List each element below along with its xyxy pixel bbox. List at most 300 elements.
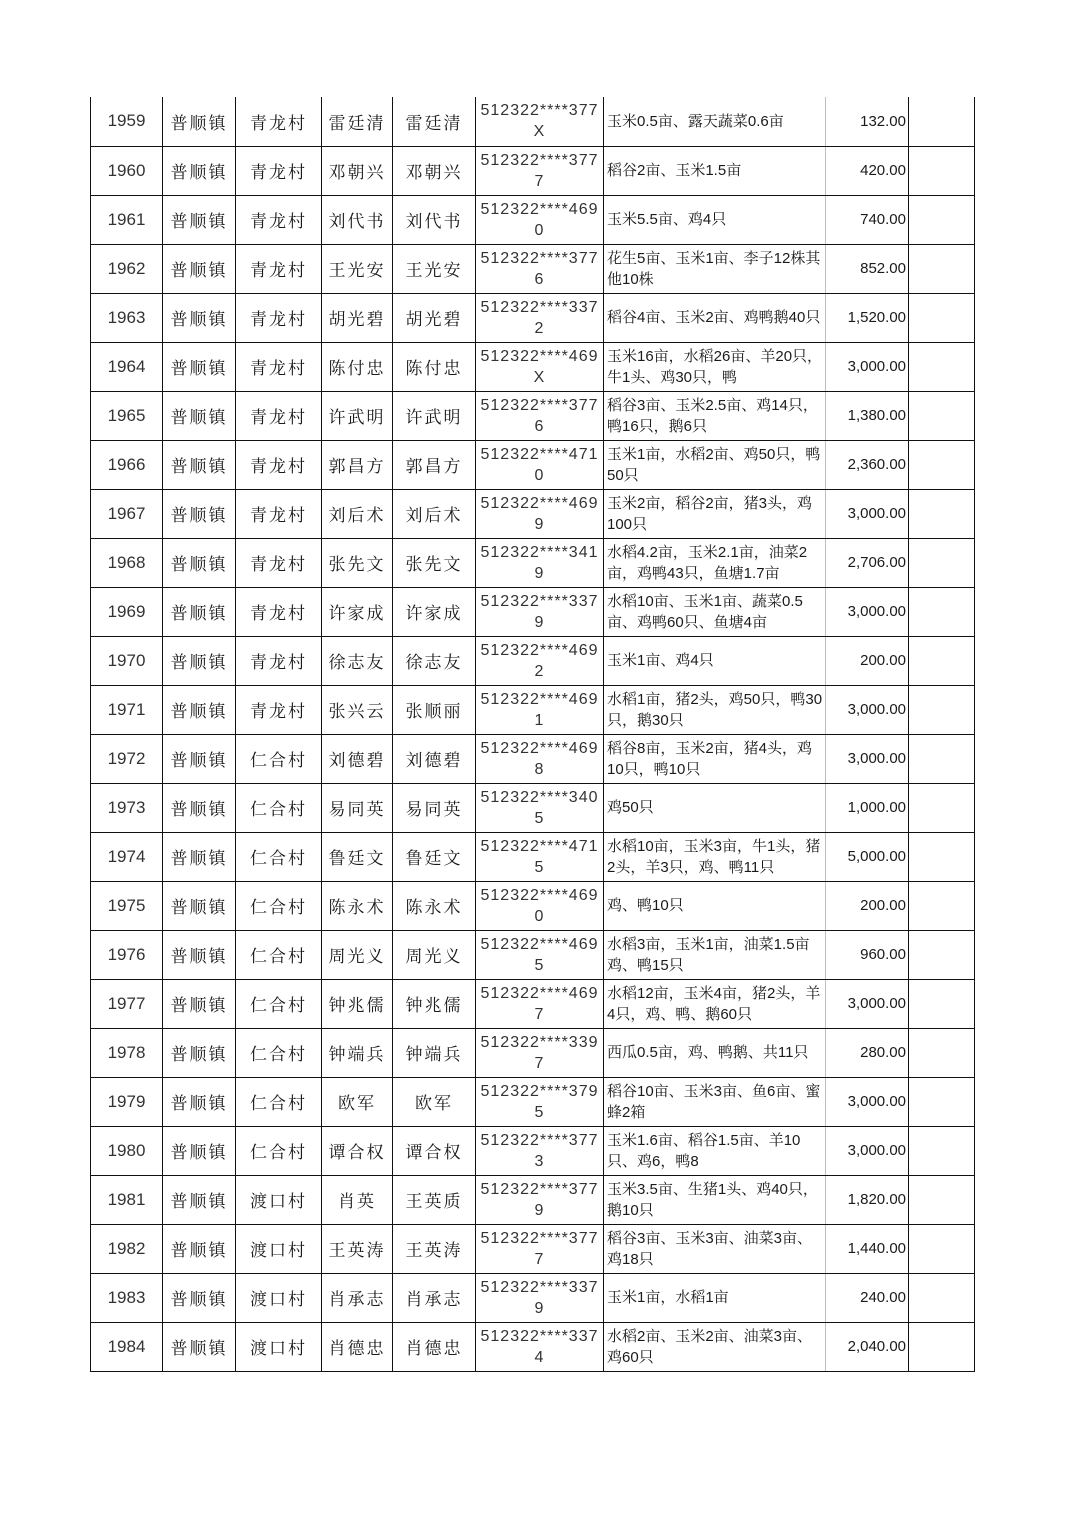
table-row [91, 244, 975, 293]
village-cell [236, 930, 322, 979]
id-number-cell-text: 512322****3773 [480, 1131, 599, 1170]
name-cell-text: 周光义 [328, 947, 386, 967]
name-cell [322, 293, 393, 342]
village-cell-text: 青龙村 [250, 506, 307, 526]
name-cell [322, 146, 393, 195]
row-number-cell-text: 1968 [107, 552, 146, 572]
payee-cell [393, 1224, 476, 1273]
village-cell [236, 783, 322, 832]
blank-cell [909, 783, 975, 832]
amount-cell [826, 244, 909, 293]
items-cell-text: 玉米2亩，稻谷2亩，猪3头，鸡100只 [607, 494, 813, 533]
row-number-cell-text: 1961 [107, 209, 146, 229]
name-cell [322, 881, 393, 930]
row-number-cell-text: 1982 [107, 1238, 146, 1258]
payee-cell-text: 郭昌方 [405, 457, 463, 477]
table-row [91, 342, 975, 391]
id-number-cell [476, 930, 604, 979]
village-cell-text: 仁合村 [250, 1094, 307, 1114]
town-cell [163, 97, 236, 146]
payee-cell-text: 陈永术 [405, 898, 463, 918]
name-cell [322, 538, 393, 587]
name-cell-text: 欧军 [338, 1094, 376, 1114]
town-cell-text: 普顺镇 [170, 113, 228, 134]
items-cell-text: 花生5亩、玉米1亩、李子12株其他10株 [607, 249, 821, 288]
town-cell [163, 342, 236, 391]
payee-cell-text: 周光义 [405, 947, 463, 967]
row-number-cell [91, 489, 163, 538]
village-cell [236, 1224, 322, 1273]
village-cell-text: 青龙村 [250, 555, 307, 575]
row-number-cell-text: 1963 [107, 307, 146, 327]
row-number-cell [91, 636, 163, 685]
amount-cell-text: 740.00 [860, 211, 906, 228]
blank-cell [909, 342, 975, 391]
items-cell [604, 979, 826, 1028]
name-cell-text: 钟兆儒 [328, 996, 386, 1016]
village-cell-text: 渡口村 [250, 1290, 307, 1310]
items-cell-text: 水稻4.2亩，玉米2.1亩，油菜2亩，鸡鸭43只，鱼塘1.7亩 [607, 543, 808, 582]
table-row [91, 1175, 975, 1224]
items-cell [604, 391, 826, 440]
payee-cell [393, 1077, 476, 1126]
payee-cell-text: 胡光碧 [405, 310, 463, 330]
payee-cell-text: 欧军 [415, 1094, 453, 1114]
town-cell-text: 普顺镇 [170, 898, 228, 918]
payee-cell-text: 刘后术 [405, 506, 463, 526]
payee-cell [393, 881, 476, 930]
payee-cell-text: 钟兆儒 [405, 996, 463, 1016]
payee-cell [393, 1322, 476, 1371]
id-number-cell [476, 636, 604, 685]
items-cell [604, 1322, 826, 1371]
id-number-cell [476, 146, 604, 195]
items-cell-text: 稻谷8亩，玉米2亩，猪4头，鸡10只，鸭10只 [607, 739, 813, 778]
payee-cell [393, 1028, 476, 1077]
name-cell [322, 489, 393, 538]
town-cell [163, 881, 236, 930]
row-number-cell-text: 1974 [107, 846, 146, 866]
blank-cell [909, 538, 975, 587]
amount-cell-text: 1,380.00 [847, 407, 906, 424]
amount-cell [826, 342, 909, 391]
amount-cell-text: 240.00 [860, 1289, 906, 1306]
row-number-cell-text: 1965 [107, 405, 146, 425]
village-cell [236, 734, 322, 783]
items-cell-text: 稻谷3亩、玉米3亩、油菜3亩、鸡18只 [607, 1229, 813, 1268]
amount-cell-text: 852.00 [860, 260, 906, 277]
row-number-cell [91, 1126, 163, 1175]
amount-cell-text: 3,000.00 [847, 1142, 906, 1159]
payee-cell [393, 979, 476, 1028]
amount-cell-text: 280.00 [860, 1044, 906, 1061]
town-cell-text: 普顺镇 [170, 702, 228, 722]
items-cell-text: 稻谷10亩、玉米3亩、鱼6亩、蜜蜂2箱 [607, 1082, 821, 1121]
table-row [91, 587, 975, 636]
items-cell-text: 玉米5.5亩、鸡4只 [607, 211, 727, 228]
blank-cell [909, 881, 975, 930]
items-cell-text: 玉米3.5亩、生猪1头、鸡40只，鹅10只 [607, 1180, 818, 1219]
table-row [91, 1322, 975, 1371]
items-cell-text: 鸡50只 [607, 799, 654, 816]
name-cell [322, 195, 393, 244]
name-cell-text: 王光安 [328, 261, 386, 281]
village-cell-text: 青龙村 [250, 163, 307, 183]
id-number-cell [476, 1322, 604, 1371]
blank-cell [909, 391, 975, 440]
amount-cell-text: 1,520.00 [847, 309, 906, 326]
row-number-cell [91, 979, 163, 1028]
town-cell-text: 普顺镇 [170, 1143, 228, 1163]
blank-cell [909, 293, 975, 342]
name-cell-text: 肖承志 [328, 1290, 386, 1310]
amount-cell [826, 1077, 909, 1126]
row-number-cell-text: 1984 [107, 1336, 146, 1356]
items-cell-text: 水稻10亩、玉米1亩、蔬菜0.5亩、鸡鸭60只、鱼塘4亩 [607, 592, 803, 631]
blank-cell [909, 440, 975, 489]
name-cell-text: 肖德忠 [328, 1339, 386, 1359]
items-cell [604, 293, 826, 342]
village-cell [236, 1028, 322, 1077]
village-cell [236, 979, 322, 1028]
items-cell [604, 1175, 826, 1224]
items-cell [604, 587, 826, 636]
table-row [91, 391, 975, 440]
items-cell [604, 783, 826, 832]
row-number-cell [91, 930, 163, 979]
payee-cell [393, 685, 476, 734]
amount-cell-text: 2,040.00 [847, 1338, 906, 1355]
row-number-cell-text: 1959 [107, 111, 146, 131]
blank-cell [909, 1126, 975, 1175]
payee-cell-text: 许武明 [405, 408, 463, 428]
blank-cell [909, 930, 975, 979]
id-number-cell-text: 512322****3795 [480, 1082, 599, 1121]
name-cell [322, 1175, 393, 1224]
amount-cell-text: 1,440.00 [847, 1240, 906, 1257]
row-number-cell-text: 1980 [107, 1140, 146, 1160]
name-cell [322, 783, 393, 832]
village-cell-text: 渡口村 [250, 1339, 307, 1359]
amount-cell [826, 685, 909, 734]
id-number-cell-text: 512322****3372 [480, 298, 599, 337]
name-cell-text: 胡光碧 [328, 310, 386, 330]
items-cell-text: 玉米16亩，水稻26亩、羊20只，牛1头、鸡30只，鸭 [607, 347, 823, 386]
table-row [91, 832, 975, 881]
id-number-cell [476, 734, 604, 783]
id-number-cell [476, 342, 604, 391]
name-cell-text: 陈付忠 [328, 359, 386, 379]
town-cell [163, 979, 236, 1028]
name-cell [322, 734, 393, 783]
row-number-cell [91, 1224, 163, 1273]
village-cell [236, 832, 322, 881]
table-row [91, 97, 975, 146]
amount-cell [826, 440, 909, 489]
items-cell [604, 1077, 826, 1126]
payee-cell-text: 王英质 [405, 1192, 463, 1212]
id-number-cell [476, 1224, 604, 1273]
name-cell-text: 钟端兵 [328, 1045, 386, 1065]
village-cell-text: 青龙村 [250, 653, 307, 673]
name-cell-text: 肖英 [338, 1192, 376, 1212]
items-cell-text: 玉米1亩，水稻2亩、鸡50只，鸭50只 [607, 445, 821, 484]
village-cell-text: 青龙村 [250, 457, 307, 477]
payee-cell [393, 391, 476, 440]
id-number-cell [476, 979, 604, 1028]
table-row [91, 881, 975, 930]
items-cell [604, 636, 826, 685]
row-number-cell-text: 1960 [107, 160, 146, 180]
payee-cell [393, 1126, 476, 1175]
town-cell [163, 636, 236, 685]
town-cell-text: 普顺镇 [170, 604, 228, 624]
name-cell [322, 97, 393, 146]
amount-cell-text: 1,000.00 [847, 799, 906, 816]
amount-cell [826, 930, 909, 979]
id-number-cell [476, 391, 604, 440]
town-cell [163, 930, 236, 979]
name-cell-text: 郭昌方 [328, 457, 386, 477]
name-cell [322, 1028, 393, 1077]
table-row [91, 489, 975, 538]
row-number-cell [91, 881, 163, 930]
village-cell-text: 渡口村 [250, 1192, 307, 1212]
amount-cell [826, 293, 909, 342]
amount-cell-text: 3,000.00 [847, 701, 906, 718]
payee-cell-text: 王光安 [405, 261, 463, 281]
payee-cell-text: 肖承志 [405, 1290, 463, 1310]
town-cell-text: 普顺镇 [170, 1045, 228, 1065]
village-cell [236, 293, 322, 342]
village-cell-text: 仁合村 [250, 1045, 307, 1065]
items-cell-text: 水稻2亩、玉米2亩、油菜3亩、鸡60只 [607, 1327, 813, 1366]
id-number-cell-text: 512322****3779 [480, 1180, 599, 1219]
town-cell [163, 1224, 236, 1273]
row-number-cell-text: 1962 [107, 258, 146, 278]
items-cell [604, 1224, 826, 1273]
row-number-cell [91, 195, 163, 244]
table-row [91, 146, 975, 195]
payee-cell [393, 244, 476, 293]
town-cell [163, 293, 236, 342]
id-number-cell [476, 195, 604, 244]
id-number-cell [476, 244, 604, 293]
id-number-cell-text: 512322****4691 [480, 690, 599, 729]
blank-cell [909, 1322, 975, 1371]
id-number-cell [476, 1077, 604, 1126]
name-cell-text: 王英涛 [328, 1241, 386, 1261]
village-cell [236, 1175, 322, 1224]
amount-cell [826, 636, 909, 685]
village-cell [236, 685, 322, 734]
blank-cell [909, 1273, 975, 1322]
town-cell [163, 244, 236, 293]
row-number-cell-text: 1972 [107, 748, 146, 768]
village-cell-text: 青龙村 [250, 212, 307, 232]
payee-cell-text: 刘德碧 [405, 751, 463, 771]
town-cell-text: 普顺镇 [170, 261, 228, 281]
table-row [91, 1028, 975, 1077]
items-cell-text: 稻谷4亩、玉米2亩、鸡鸭鹅40只 [607, 309, 821, 326]
town-cell [163, 1077, 236, 1126]
town-cell-text: 普顺镇 [170, 1241, 228, 1261]
items-cell-text: 西瓜0.5亩，鸡、鸭鹅、共11只 [607, 1044, 809, 1061]
village-cell-text: 青龙村 [250, 359, 307, 379]
amount-cell-text: 3,000.00 [847, 358, 906, 375]
name-cell-text: 易同英 [328, 800, 386, 820]
items-cell-text: 水稻1亩，猪2头，鸡50只，鸭30只，鹅30只 [607, 690, 823, 729]
town-cell [163, 440, 236, 489]
town-cell-text: 普顺镇 [170, 1192, 228, 1212]
row-number-cell [91, 1273, 163, 1322]
payee-cell-text: 鲁廷文 [405, 849, 463, 869]
row-number-cell [91, 97, 163, 146]
items-cell-text: 玉米0.5亩、露天蔬菜0.6亩 [607, 112, 784, 130]
amount-cell [826, 734, 909, 783]
items-cell [604, 244, 826, 293]
amount-cell-text: 3,000.00 [847, 750, 906, 767]
name-cell-text: 张兴云 [328, 702, 386, 722]
name-cell-text: 徐志友 [328, 653, 386, 673]
payee-cell-text: 易同英 [405, 800, 463, 820]
table-row [91, 979, 975, 1028]
row-number-cell-text: 1975 [107, 895, 146, 915]
payee-cell-text: 谭合权 [405, 1143, 463, 1163]
id-number-cell [476, 685, 604, 734]
id-number-cell-text: 512322****3419 [480, 543, 599, 582]
amount-cell-text: 200.00 [860, 652, 906, 669]
payee-cell-text: 雷廷清 [405, 113, 463, 134]
items-cell [604, 97, 826, 146]
id-number-cell [476, 1028, 604, 1077]
village-cell-text: 青龙村 [250, 702, 307, 722]
village-cell [236, 538, 322, 587]
name-cell-text: 邓朝兴 [328, 163, 386, 183]
town-cell [163, 1126, 236, 1175]
village-cell-text: 青龙村 [250, 113, 307, 134]
amount-cell [826, 146, 909, 195]
row-number-cell-text: 1969 [107, 601, 146, 621]
payee-cell-text: 钟端兵 [405, 1045, 463, 1065]
name-cell [322, 1224, 393, 1273]
name-cell [322, 1322, 393, 1371]
items-cell [604, 685, 826, 734]
row-number-cell-text: 1978 [107, 1042, 146, 1062]
table-row [91, 783, 975, 832]
row-number-cell-text: 1977 [107, 993, 146, 1013]
blank-cell [909, 1028, 975, 1077]
blank-cell [909, 636, 975, 685]
blank-cell [909, 832, 975, 881]
amount-cell [826, 832, 909, 881]
table-row [91, 734, 975, 783]
id-number-cell-text: 512322****4690 [480, 886, 599, 925]
items-cell [604, 342, 826, 391]
items-cell [604, 832, 826, 881]
village-cell-text: 仁合村 [250, 898, 307, 918]
amount-cell-text: 2,706.00 [847, 554, 906, 571]
village-cell [236, 1322, 322, 1371]
items-cell [604, 1273, 826, 1322]
row-number-cell [91, 587, 163, 636]
id-number-cell-text: 512322****3777 [480, 1229, 599, 1268]
row-number-cell-text: 1971 [107, 699, 146, 719]
table-row [91, 538, 975, 587]
amount-cell [826, 1273, 909, 1322]
id-number-cell [476, 832, 604, 881]
payee-cell [393, 636, 476, 685]
blank-cell [909, 587, 975, 636]
id-number-cell-text: 512322****4715 [480, 837, 599, 876]
payee-cell-text: 邓朝兴 [405, 163, 463, 183]
items-cell [604, 1126, 826, 1175]
village-cell [236, 587, 322, 636]
payee-cell [393, 342, 476, 391]
village-cell-text: 青龙村 [250, 310, 307, 330]
blank-cell [909, 685, 975, 734]
blank-cell [909, 97, 975, 146]
items-cell-text: 鸡、鸭10只 [607, 897, 684, 914]
row-number-cell-text: 1970 [107, 650, 146, 670]
name-cell-text: 张先文 [328, 555, 386, 575]
name-cell [322, 587, 393, 636]
items-cell-text: 玉米1亩、鸡4只 [607, 652, 714, 669]
village-cell [236, 195, 322, 244]
id-number-cell [476, 783, 604, 832]
amount-cell [826, 538, 909, 587]
row-number-cell [91, 1175, 163, 1224]
amount-cell [826, 97, 909, 146]
payee-cell [393, 734, 476, 783]
village-cell [236, 146, 322, 195]
items-cell-text: 稻谷2亩、玉米1.5亩 [607, 162, 742, 179]
name-cell-text: 雷廷清 [328, 113, 386, 134]
amount-cell [826, 587, 909, 636]
blank-cell [909, 734, 975, 783]
row-number-cell [91, 734, 163, 783]
items-cell-text: 水稻10亩，玉米3亩，牛1头，猪2头，羊3只，鸡、鸭11只 [607, 837, 821, 876]
name-cell [322, 391, 393, 440]
payee-cell [393, 587, 476, 636]
payee-cell [393, 1175, 476, 1224]
town-cell-text: 普顺镇 [170, 506, 228, 526]
payee-cell [393, 783, 476, 832]
id-number-cell-text: 512322****469X [480, 347, 599, 386]
town-cell [163, 1175, 236, 1224]
id-number-cell-text: 512322****4710 [480, 445, 599, 484]
id-number-cell-text: 512322****3379 [480, 1278, 599, 1317]
town-cell [163, 783, 236, 832]
id-number-cell-text: 512322****3374 [480, 1327, 599, 1366]
payee-cell-text: 肖德忠 [405, 1339, 463, 1359]
town-cell [163, 832, 236, 881]
village-cell [236, 440, 322, 489]
village-cell [236, 881, 322, 930]
row-number-cell-text: 1973 [107, 797, 146, 817]
town-cell [163, 1322, 236, 1371]
village-cell [236, 1077, 322, 1126]
payee-cell [393, 146, 476, 195]
village-cell [236, 342, 322, 391]
town-cell-text: 普顺镇 [170, 457, 228, 477]
row-number-cell-text: 1976 [107, 944, 146, 964]
id-number-cell-text: 512322****4692 [480, 641, 599, 680]
id-number-cell-text: 512322****3379 [480, 592, 599, 631]
payee-cell [393, 440, 476, 489]
blank-cell [909, 146, 975, 195]
town-cell-text: 普顺镇 [170, 849, 228, 869]
